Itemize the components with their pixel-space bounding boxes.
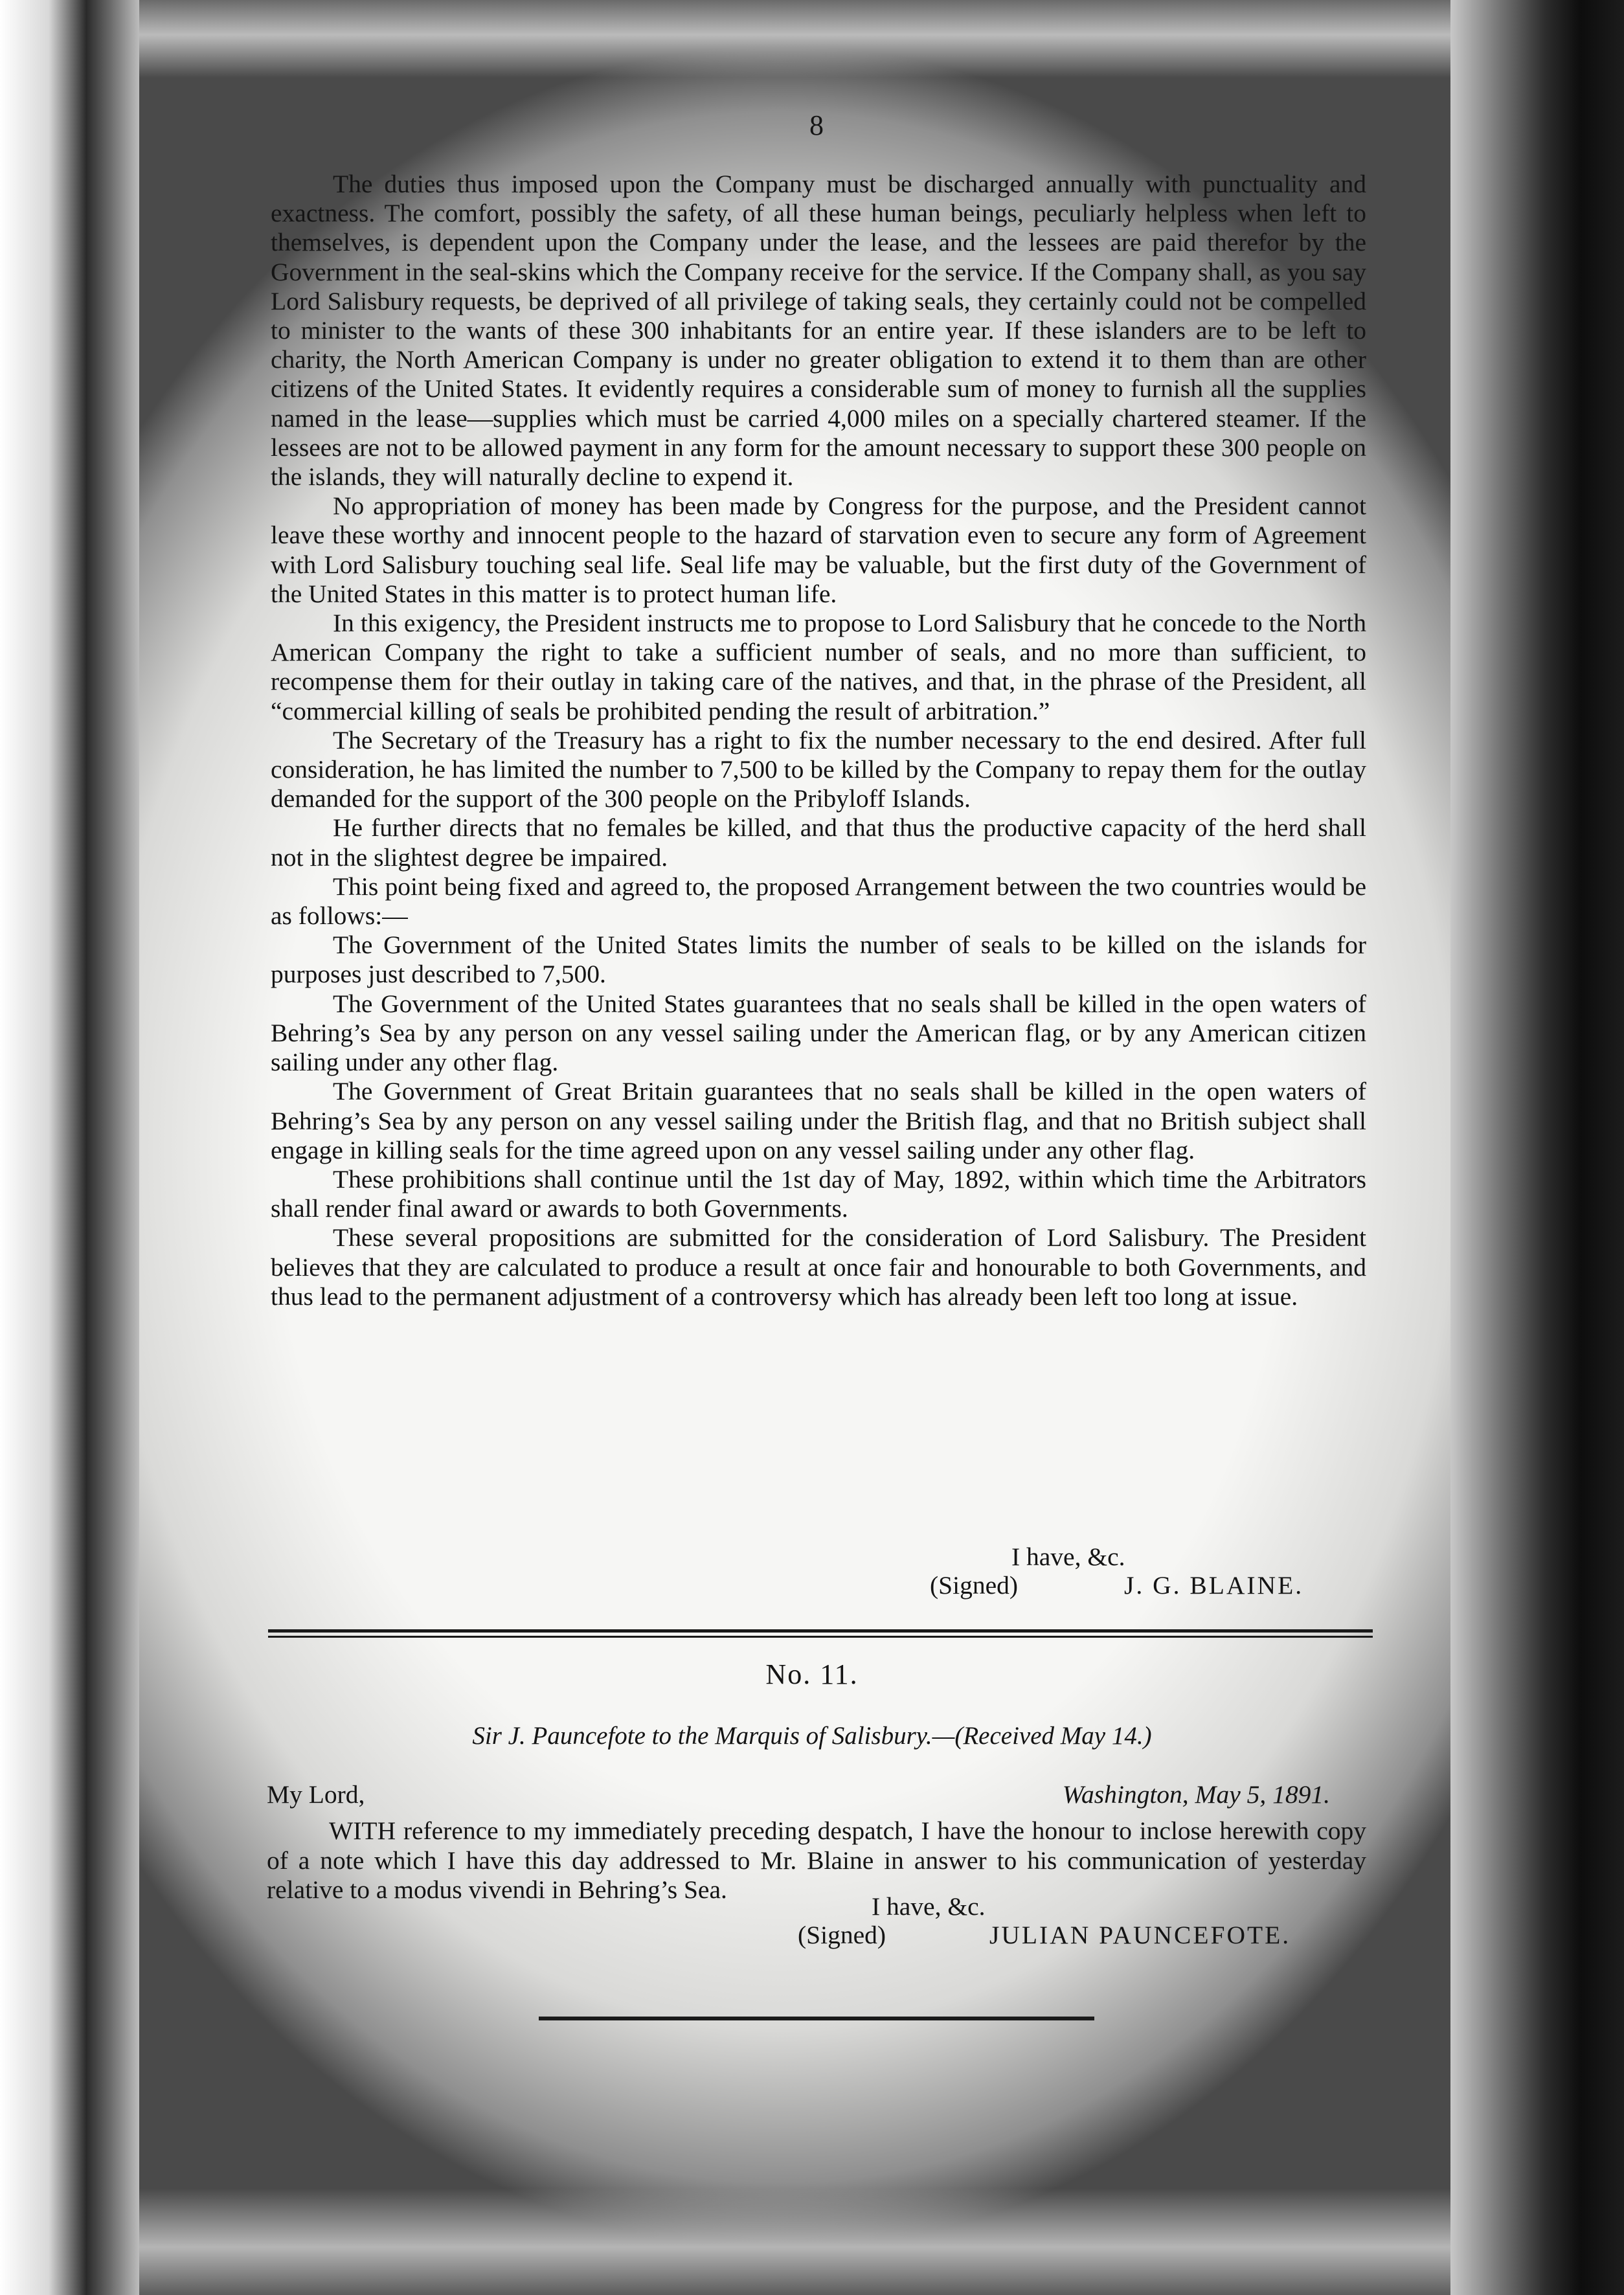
paragraph: This point being fixed and agreed to, the proposed Arrangement between the two countries would be as follows:— [271,872,1366,931]
paragraph: The duties thus imposed upon the Company must be discharged annually with punctuality and exactness. The comfort, possibly the safety, of all these human beings, peculiarly helpless when left to themselves, is dependent upon the Company under the lease, and the lessees are paid therefor by the Government in the seal-skins which the Company receive for the service. If the Company shall, as you say Lord Salisbury requests, be deprived of all privilege of taking seals, they certainly could not be compelled to minister to the wants of these 300 inhabitants for an entire year. If these islanders are to be left to charity, the North American Company is under no greater obligation to extend it to them than are other citizens of the United States. It evidently requires a considerable sum of money to furnish all the supplies named in the lease—supplies which must be carried 4,000 miles on a specially chartered steamer. If the lessees are not to be allowed payment in any form for the amount necessary to support these 300 people on the islands, they will naturally decline to expend it. [271,170,1366,492]
document-number: No. 11. [765,1658,859,1690]
paragraph: These several propositions are submitted for the consideration of Lord Salisbury. The President believes that they are calculated to produce a result at once fair and honourable to both Governments, and thus lead to the permanent adjustment of a controversy which has already been left too long at issue. [271,1223,1366,1311]
signatory: JULIAN PAUNCEFOTE. [989,1921,1291,1949]
paragraph: The Government of the United States limits the number of seals to be killed on the islands for purposes just described to 7,500. [271,931,1366,989]
section-divider [268,1629,1373,1638]
paragraph: He further directs that no females be killed, and that thus the productive capacity of the herd shall not in the slightest degree be impaired. [271,813,1366,872]
scan-shadow-top [139,0,1450,78]
paragraph: No appropriation of money has been made by Congress for the purpose, and the President cannot leave these worthy and innocent people to the hazard of starvation even to secure any form of Agreement with Lord Salisbury touching seal life. Seal life may be valuable, but the first duty of the Government of the United States in this matter is to protect human life. [271,492,1366,608]
place-date: Washington, May 5, 1891. [1062,1780,1330,1809]
paragraph: WITH reference to my immediately preceding despatch, I have the honour to inclose herewith copy of a note which I have this day addressed to Mr. Blaine in answer to his communication of yesterday relative to a modus vivendi in Behring’s Sea. [267,1816,1366,1904]
end-rule [539,2017,1094,2020]
paragraph: In this exigency, the President instructs me to propose to Lord Salisbury that he concede to the North American Company the right to take a sufficient number of seals, and no more than sufficient, to recompense them for their outlay in taking care of the natives, and that, in the phrase of the President, all “commercial killing of seals be prohibited pending the result of arbitration.” [271,609,1366,725]
scan-shadow-bottom [139,2189,1450,2295]
salutation: My Lord, [267,1780,365,1809]
document-subtitle: Sir J. Pauncefote to the Marquis of Salisbury.—(Received May 14.) [472,1722,1152,1750]
scan-shadow-left [0,0,139,2295]
paragraph: The Government of the United States guarantees that no seals shall be killed in the open waters of Behring’s Sea by any person on any vessel sailing under the American flag, or by any American citizen sailing under any other flag. [271,989,1366,1077]
signatory: J. G. BLAINE. [1124,1571,1304,1600]
signed-label: (Signed) [930,1571,1019,1600]
letter-header [267,1780,1330,1809]
letter-body [267,1816,1366,1905]
paragraph: The Secretary of the Treasury has a right to fix the number necessary to the end desired. After full consideration, he has limited the number to 7,500 to be killed by the Company to repay them for the outlay demanded for the support of the 300 people on the Pribyloff Islands. [271,725,1366,813]
scan-shadow-right [1450,0,1624,2295]
signed-label: (Signed) [798,1921,886,1949]
paragraph: These prohibitions shall continue until the 1st day of May, 1892, within which time the Arbitrators shall render final award or awards to both Governments. [271,1164,1366,1223]
paragraph: The Government of Great Britain guarantees that no seals shall be killed in the open waters of Behring’s Sea by any person on any vessel sailing under the British flag, and that no British subject shall engage in killing seals for the time agreed upon on any vessel sailing under any other flag. [271,1077,1366,1164]
page-number: 8 [809,109,824,141]
closing-phrase: I have, &c. [1011,1543,1125,1571]
despatch-body [271,170,1366,1311]
closing-phrase: I have, &c. [872,1892,986,1921]
